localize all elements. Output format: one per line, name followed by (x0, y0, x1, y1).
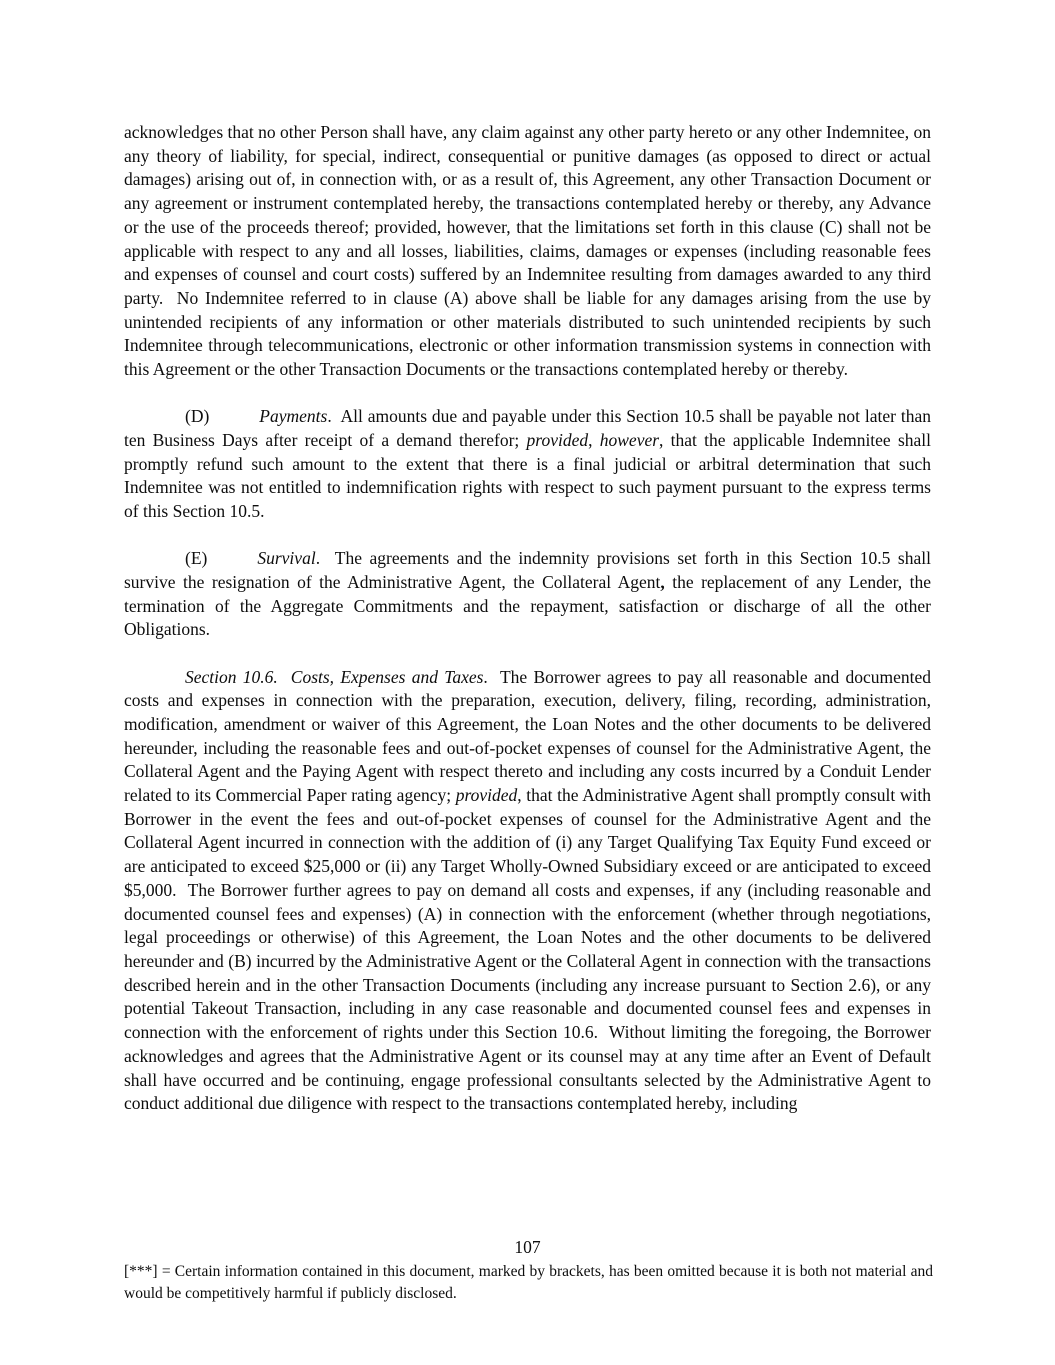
text-run: provided (455, 785, 518, 806)
para-clause-e-survival (124, 547, 931, 642)
text-run: (D) (185, 406, 210, 427)
text-run: acknowledges that no other Person shall have, any claim against any other party hereto or any other Indemnitee, on any theory of liability, for special, indirect, consequential or punitive damages (as opposed to direct or actual damages) arising out of, in connection with, or as a result of, this Agreement, any other Transaction Document or any agreement or instrument contemplated hereby, the transactions contemplated hereby or thereby, any Advance or the use of the proceeds thereof; provided, however, that the limitations set forth in this clause (C) shall not be applicable with respect to any and all losses, liabilities, claims, damages or expenses (including reasonable fees and expenses of counsel and court costs) suffered by an Indemnitee resulting from damages awarded to any third party. No Indemnitee referred to in clause (A) above shall be liable for any damages arising from the use by unintended recipients of any information or other materials distributed to such unintended recipients by such Indemnitee through telecommunications, electronic or other information transmission systems in connection with this Agreement or the other Transaction Documents or the transactions contemplated hereby or thereby. (124, 122, 931, 380)
text-run: the replacement of any Lender, the termination of the Aggregate Commitments and the repayment, satisfaction or discharge of all the other Obligations. (124, 571, 931, 640)
para-clause-c-continuation (124, 121, 931, 382)
text-run: , (588, 429, 600, 450)
text-run: , that the applicable Indemnitee shall promptly refund such amount to the extent that there is a final judicial or arbitral determination that such Indemnitee was not entitled to indemnification rights with respect to such payment pursuant to the express terms of this Section 10.5. (124, 429, 932, 522)
page-number: 107 (514, 1237, 541, 1257)
tab-space (278, 682, 291, 683)
text-run: . The Borrower agrees to pay all reasonable and documented costs and expenses in connection with the preparation, execution, delivery, filing, recording, administration, modification, amendment or waiver of this Agreement, the Loan Notes and the other documents to be delivered hereunder, including the reasonable fees and out-of-pocket expenses of counsel for the Administrative Agent, the Collateral Agent and the Paying Agent with respect thereto and including any costs incurred by a Conduit Lender related to its Commercial Paper rating agency; (124, 666, 931, 806)
para-section-10-6-costs-expenses-taxes (124, 666, 931, 1116)
text-run: Costs, Expenses and Taxes (290, 666, 484, 687)
text-run: Section 10.6. (185, 666, 278, 687)
text-run: , (660, 571, 665, 592)
para-clause-d-payments (124, 405, 931, 524)
text-run: . All amounts due and payable under this Section 10.5 shall be payable not later than ten Business Days after receipt of a demand therefor; (124, 406, 931, 450)
footnote: [***] = Certain information contained in this document, marked by brackets, has been omitted because it is both not material and would be competitively harmful if publicly disclosed. (124, 1263, 933, 1302)
text-run: . The agreements and the indemnity provisions set forth in this Section 10.5 shall survive the resignation of the Administrative Agent, the Collateral Agent (124, 548, 931, 592)
tab-space (207, 563, 257, 564)
body-text (124, 121, 931, 1116)
text-run: (E) (185, 548, 208, 569)
text-run: , that the Administrative Agent shall promptly consult with Borrower in the event the fees and out-of-pocket expenses of counsel for the Administrative Agent and the Collateral Agent incurred in connection with the addition of (i) any Target Qualifying Tax Equity Fund exceed or are anticipated to exceed $25,000 or (ii) any Target Wholly-Owned Subsidiary exceed or are anticipated to exceed $5,000. The Borrower further agrees to pay on demand all costs and expenses, if any (including reasonable and documented counsel fees and expenses) (A) in connection with the enforcement (whether through negotiations, legal proceedings or otherwise) of this Agreement, the Loan Notes and the other documents to be delivered hereunder and (B) incurred by the Administrative Agent or the Collateral Agent in connection with the transactions described herein and in the other Transaction Documents (including any increase pursuant to Section 2.6), or any potential Takeout Transaction, including in any case reasonable and documented counsel fees and expenses in connection with the enforcement of rights under this Section 10.6. Without limiting the foregoing, the Borrower acknowledges and agrees that the Administrative Agent or its counsel may at any time after an Event of Default shall have occurred and be continuing, engage professional consultants selected by the Administrative Agent to conduct additional due diligence with respect to the transactions contemplated hereby, including (124, 785, 931, 1114)
tab-space (209, 421, 259, 422)
text-run: however (599, 429, 660, 450)
text-run: Payments (259, 406, 328, 427)
text-run: Survival (257, 548, 316, 569)
text-run: provided (526, 429, 589, 450)
